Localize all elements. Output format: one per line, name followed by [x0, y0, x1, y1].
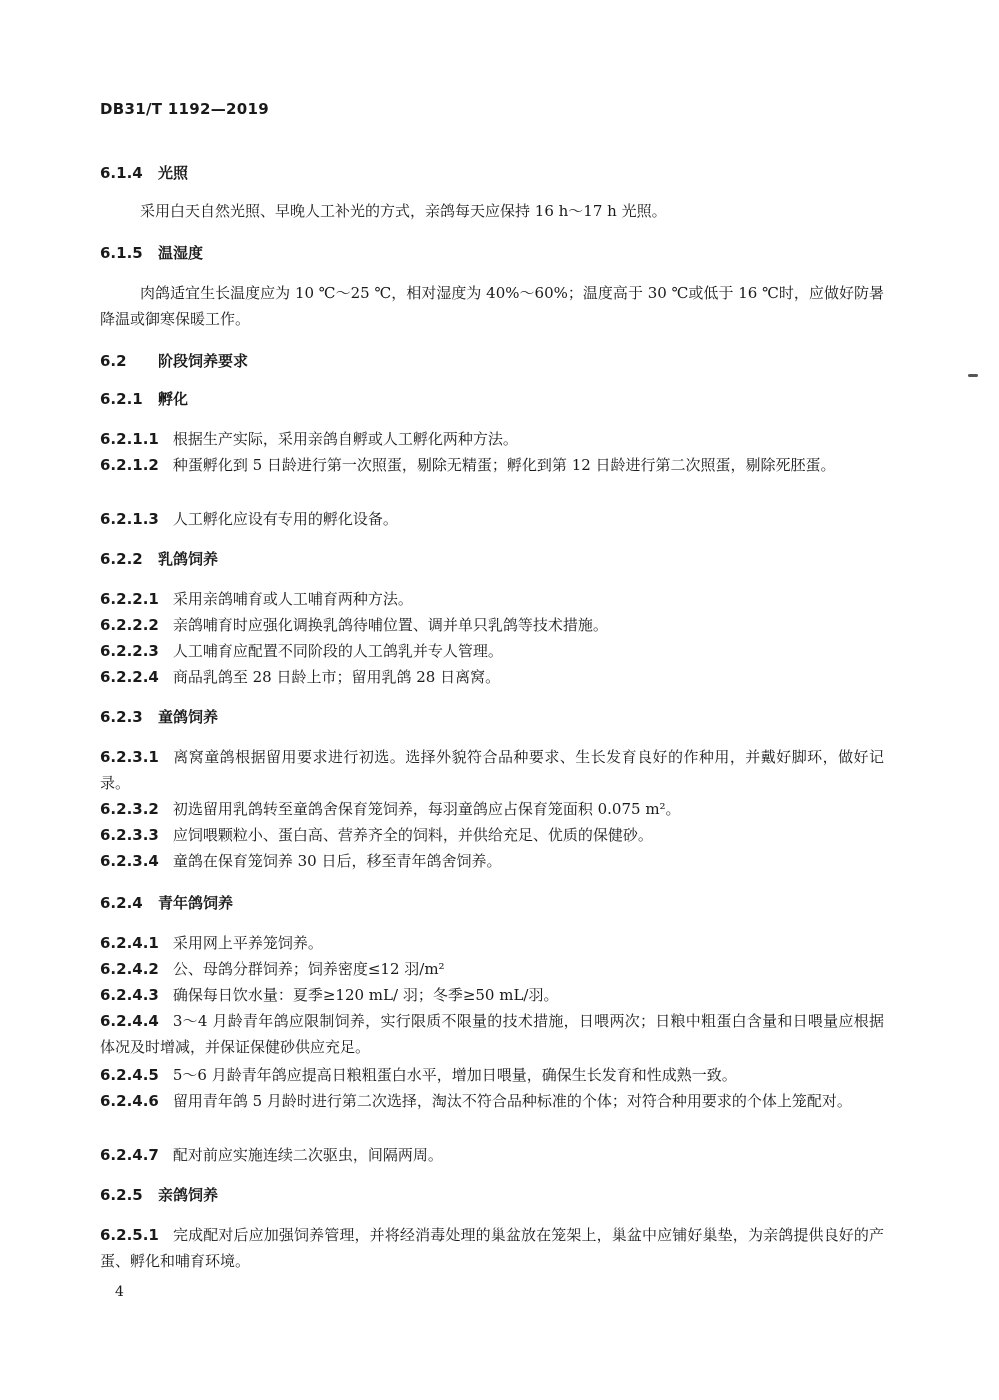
clause-text: 配对前应实施连续二次驱虫，间隔两周。 — [172, 1146, 443, 1164]
clause-6-2-3-4 — [100, 848, 884, 874]
section-number: 6.2.5 — [100, 1186, 143, 1204]
clause-6-2-3-1 — [100, 744, 884, 796]
section-number: 6.2.3 — [100, 708, 143, 726]
section-number: 6.2.1 — [100, 390, 143, 408]
section-heading-6-2-3 — [100, 704, 900, 730]
clause-6-2-4-7 — [100, 1142, 884, 1168]
clause-text: 确保每日饮水量：夏季≥120 mL/ 羽；冬季≥50 mL/羽。 — [172, 986, 559, 1004]
clause-6-2-3-3 — [100, 822, 884, 848]
section-heading-6-2-2 — [100, 546, 900, 572]
clause-number: 6.2.4.6 — [100, 1092, 159, 1110]
clause-number: 6.2.1.3 — [100, 510, 159, 528]
section-number: 6.2.4 — [100, 894, 143, 912]
clause-number: 6.2.3.3 — [100, 826, 159, 844]
clause-number: 6.2.4.3 — [100, 986, 159, 1004]
section-heading-6-1-5 — [100, 240, 900, 266]
paragraph-lighting: 采用白天自然光照、早晚人工补光的方式，亲鸽每天应保持 16 h～17 h 光照。 — [140, 202, 667, 220]
clause-text: 采用网上平养笼饲养。 — [172, 934, 323, 952]
clause-number: 6.2.4.7 — [100, 1146, 159, 1164]
clause-number: 6.2.5.1 — [100, 1226, 159, 1244]
clause-6-2-1-3 — [100, 506, 884, 532]
page-number: 4 — [115, 1284, 124, 1300]
clause-text: 应饲喂颗粒小、蛋白高、营养齐全的饲料，并供给充足、优质的保健砂。 — [172, 826, 653, 844]
clause-number: 6.2.1.1 — [100, 430, 159, 448]
clause-6-2-2-1 — [100, 586, 884, 612]
clause-6-2-4-4 — [100, 1008, 884, 1060]
clause-text: 公、母鸽分群饲养；饲养密度≤12 羽/m² — [172, 960, 445, 978]
clause-text: 商品乳鸽至 28 日龄上市；留用乳鸽 28 日离窝。 — [172, 668, 501, 686]
clause-6-2-4-3 — [100, 982, 884, 1008]
section-title: 青年鸽饲养 — [158, 894, 234, 912]
section-title: 温湿度 — [158, 244, 204, 262]
clause-number: 6.2.2.1 — [100, 590, 159, 608]
clause-number: 6.2.4.4 — [100, 1012, 159, 1030]
clause-6-2-1-1 — [100, 426, 884, 452]
clause-6-2-2-2 — [100, 612, 884, 638]
clause-6-2-4-2 — [100, 956, 884, 982]
section-heading-6-2-1 — [100, 386, 900, 412]
section-title: 童鸽饲养 — [158, 708, 219, 726]
section-title: 阶段饲养要求 — [158, 352, 249, 370]
clause-number: 6.2.4.5 — [100, 1066, 159, 1084]
section-number: 6.2.2 — [100, 550, 143, 568]
clause-6-2-4-1 — [100, 930, 884, 956]
section-number: 6.1.4 — [100, 164, 143, 182]
clause-text: 初选留用乳鸽转至童鸽舍保育笼饲养，每羽童鸽应占保育笼面积 0.075 m²。 — [172, 800, 681, 818]
section-heading-6-2-5 — [100, 1182, 900, 1208]
clause-text: 留用青年鸽 5 月龄时进行第二次选择，淘汰不符合品种标准的个体；对符合种用要求的个体上笼配对。 — [172, 1092, 852, 1110]
clause-text: 采用亲鸽哺育或人工哺育两种方法。 — [172, 590, 413, 608]
clause-number: 6.2.2.2 — [100, 616, 159, 634]
clause-6-2-5-1 — [100, 1222, 884, 1274]
clause-6-2-2-4 — [100, 664, 884, 690]
clause-number: 6.2.3.2 — [100, 800, 159, 818]
section-title: 光照 — [158, 164, 189, 182]
clause-number: 6.2.3.1 — [100, 748, 159, 766]
clause-text: 5～6 月龄青年鸽应提高日粮粗蛋白水平，增加日喂量，确保生长发育和性成熟一致。 — [172, 1066, 737, 1084]
section-title: 孵化 — [158, 390, 189, 408]
clause-number: 6.2.1.2 — [100, 456, 159, 474]
section-heading-6-2-4 — [100, 890, 900, 916]
clause-text: 人工哺育应配置不同阶段的人工鸽乳并专人管理。 — [172, 642, 503, 660]
clause-6-2-4-5 — [100, 1062, 884, 1088]
section-heading-6-1-4 — [100, 160, 900, 186]
clause-text: 人工孵化应设有专用的孵化设备。 — [172, 510, 398, 528]
section-title: 乳鸽饲养 — [158, 550, 219, 568]
clause-text: 童鸽在保育笼饲养 30 日后，移至青年鸽舍饲养。 — [172, 852, 502, 870]
clause-number: 6.2.4.1 — [100, 934, 159, 952]
section-title: 亲鸽饲养 — [158, 1186, 219, 1204]
clause-text: 完成配对后应加强饲养管理，并将经消毒处理的巢盆放在笼架上，巢盆中应铺好巢垫，为亲鸽提供良好的产蛋、孵化和哺育环境。 — [100, 1226, 884, 1270]
clause-text: 亲鸽哺育时应强化调换乳鸽待哺位置、调并单只乳鸽等技术措施。 — [172, 616, 608, 634]
clause-6-2-1-2 — [100, 452, 884, 478]
clause-text: 离窝童鸽根据留用要求进行初选。选择外貌符合品种要求、生长发育良好的作种用，并戴好脚环，做好记录。 — [100, 748, 884, 792]
clause-6-2-4-6 — [100, 1088, 884, 1114]
clause-6-2-2-3 — [100, 638, 884, 664]
clause-number: 6.2.2.4 — [100, 668, 159, 686]
clause-text: 根据生产实际，采用亲鸽自孵或人工孵化两种方法。 — [172, 430, 518, 448]
clause-number: 6.2.2.3 — [100, 642, 159, 660]
scan-speck — [968, 374, 978, 377]
clause-number: 6.2.4.2 — [100, 960, 159, 978]
paragraph-temperature-humidity: 肉鸽适宜生长温度应为 10 ℃～25 ℃，相对湿度为 40%～60%；温度高于 30 ℃或低于 16 ℃时，应做好防暑降温或御寒保暖工作。 — [100, 284, 884, 328]
section-heading-6-2 — [100, 348, 900, 374]
clause-text: 3～4 月龄青年鸽应限制饲养，实行限质不限量的技术措施，日喂两次；日粮中粗蛋白含量和日喂量应根据体况及时增减，并保证保健砂供应充足。 — [100, 1012, 884, 1056]
section-number: 6.1.5 — [100, 244, 143, 262]
section-number: 6.2 — [100, 352, 127, 370]
clause-number: 6.2.3.4 — [100, 852, 159, 870]
document-code: DB31/T 1192—2019 — [100, 100, 269, 118]
clause-6-2-3-2 — [100, 796, 884, 822]
clause-text: 种蛋孵化到 5 日龄进行第一次照蛋，剔除无精蛋；孵化到第 12 日龄进行第二次照蛋，剔除死胚蛋。 — [172, 456, 836, 474]
